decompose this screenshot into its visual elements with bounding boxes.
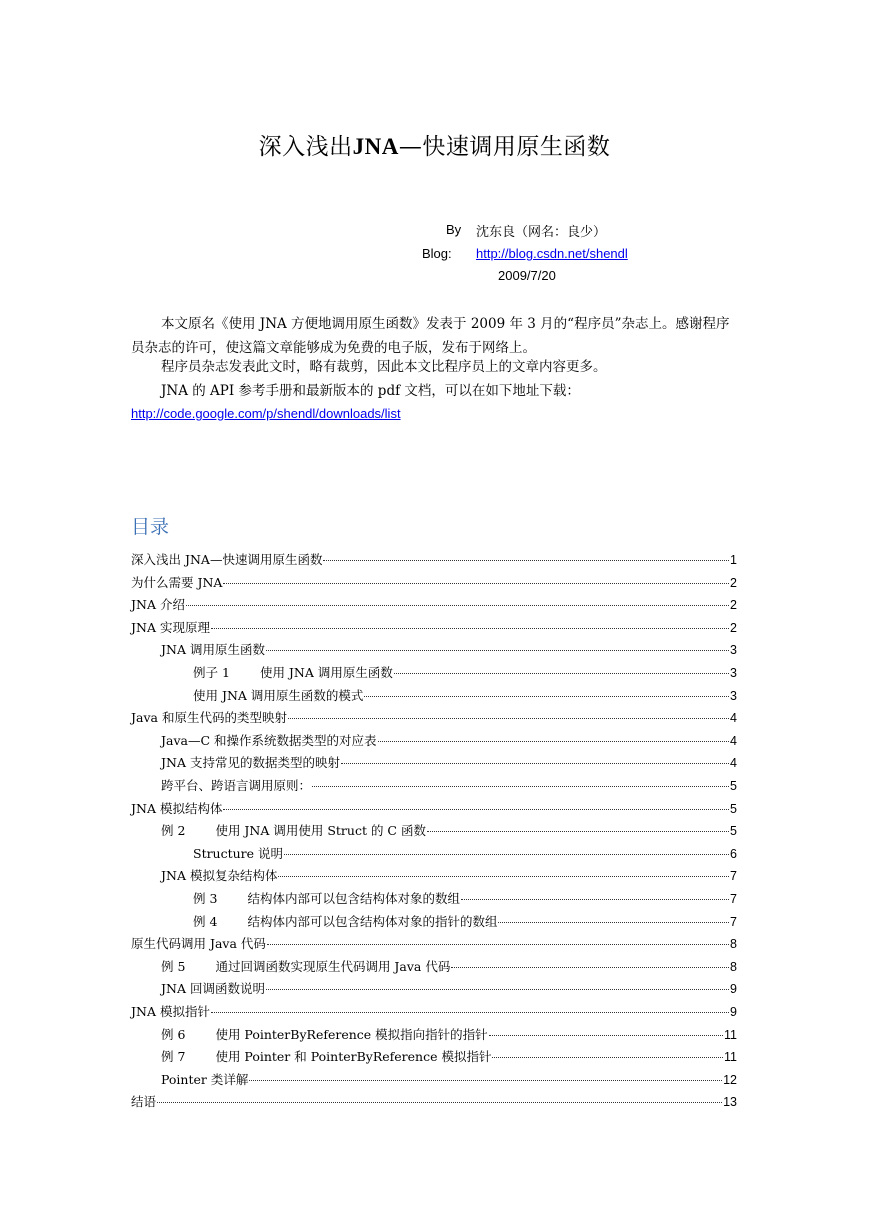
- toc-page-number: 12: [723, 1072, 737, 1087]
- toc-entry[interactable]: [161, 1047, 737, 1067]
- toc-page-number: 1: [730, 553, 737, 567]
- toc-entry-label: Java—C 和操作系统数据类型的对应表: [161, 732, 377, 748]
- by-label: By: [446, 222, 462, 237]
- toc-entry-label: 例 2: [161, 823, 186, 839]
- toc-page-number: 3: [730, 643, 737, 658]
- blog-link[interactable]: http://blog.csdn.net/shendl: [476, 246, 628, 261]
- toc-entry[interactable]: [161, 731, 737, 751]
- blog-label: Blog:: [422, 246, 452, 261]
- toc-entry[interactable]: [131, 799, 737, 819]
- toc-dot-leader: [266, 650, 729, 651]
- toc-entry-subtitle: 使用 Pointer 和 PointerByReference 模拟指针: [215, 1049, 492, 1065]
- download-link[interactable]: http://code.google.com/p/shendl/downloads/list: [131, 406, 401, 421]
- toc-dot-leader: [249, 1080, 722, 1081]
- toc-entry[interactable]: [193, 663, 737, 683]
- toc-entry[interactable]: [161, 640, 737, 660]
- toc-entry-label: 深入浅出 JNA—快速调用原生函数: [131, 552, 323, 567]
- toc-entry-label: 例 4: [193, 913, 218, 929]
- toc-entry-subtitle: 通过回调函数实现原生代码调用 Java 代码: [215, 958, 451, 974]
- toc-entry-label: Java 和原生代码的类型映射: [131, 710, 287, 726]
- toc-page-number: 11: [724, 1027, 737, 1042]
- toc-dot-leader: [489, 1035, 723, 1036]
- toc-entry[interactable]: [161, 1070, 737, 1090]
- toc-page-number: 5: [730, 801, 737, 816]
- toc-page-number: 3: [730, 688, 737, 703]
- toc-entry[interactable]: [161, 821, 737, 841]
- toc-entry[interactable]: [131, 573, 737, 593]
- toc-page-number: 5: [730, 779, 737, 793]
- toc-dot-leader: [492, 1057, 723, 1058]
- toc-entry-label: 例 7: [161, 1049, 186, 1065]
- title-latin: JNA: [352, 134, 399, 159]
- toc-page-number: 7: [730, 892, 737, 906]
- toc-entry-subtitle: 结构体内部可以包含结构体对象的指针的数组: [247, 913, 498, 929]
- download-link-row: [131, 402, 741, 426]
- toc-dot-leader: [267, 944, 729, 945]
- toc-entry[interactable]: [193, 686, 737, 706]
- toc-dot-leader: [157, 1102, 722, 1103]
- toc-entry[interactable]: [131, 1092, 737, 1112]
- toc-page-number: 7: [730, 914, 737, 929]
- toc-page-number: 5: [730, 824, 737, 839]
- toc-entry-subtitle: 结构体内部可以包含结构体对象的数组: [247, 891, 460, 906]
- toc-page-number: 4: [730, 733, 737, 748]
- toc-entry-label: 例 3: [193, 891, 218, 906]
- toc-entry-label: 使用 JNA 调用原生函数的模式: [193, 687, 364, 703]
- toc-page-number: 2: [730, 598, 737, 613]
- toc-entry-label: 例子 1: [193, 665, 230, 680]
- toc-entry[interactable]: [131, 1002, 737, 1022]
- toc-entry[interactable]: [193, 889, 737, 909]
- intro-p1-text: 本文原名《使用 JNA 方便地调用原生函数》发表于 2009 年 3 月的“程序员”杂志上。感谢程序员杂志的许可，使这篇文章能够成为免费的电子版，发布于网络上。: [131, 316, 730, 356]
- toc-entry-label: 跨平台、跨语言调用原则：: [161, 778, 312, 793]
- toc-dot-leader: [278, 876, 729, 877]
- toc-page-number: 2: [730, 620, 737, 635]
- toc-page-number: 6: [730, 846, 737, 861]
- toc-entry-label: JNA 调用原生函数: [161, 642, 265, 658]
- toc-page-number: 11: [724, 1050, 737, 1065]
- toc-heading: 目录: [131, 516, 170, 538]
- toc-dot-leader: [364, 696, 729, 697]
- toc-dot-leader: [284, 854, 729, 855]
- toc-page-number: 9: [730, 1005, 737, 1019]
- toc-entry-label: Structure 说明: [193, 845, 284, 861]
- toc-entry[interactable]: [131, 934, 737, 954]
- toc-entry-label: Pointer 类详解: [161, 1071, 249, 1087]
- intro-paragraph-2: [131, 355, 741, 379]
- toc-entry-label: 例 6: [161, 1026, 186, 1042]
- toc-page-number: 2: [730, 575, 737, 590]
- toc-page-number: 4: [730, 711, 737, 726]
- toc-entry-label: JNA 实现原理: [131, 619, 210, 635]
- toc-entry-label: 原生代码调用 Java 代码: [131, 936, 266, 952]
- toc-dot-leader: [341, 763, 729, 764]
- toc-entry-label: JNA 回调函数说明: [161, 981, 265, 997]
- toc-entry[interactable]: [131, 618, 737, 638]
- toc-entry-subtitle: 使用 JNA 调用使用 Struct 的 C 函数: [215, 823, 426, 839]
- toc-dot-leader: [461, 899, 729, 900]
- toc-page-number: 3: [730, 666, 737, 680]
- toc-entry[interactable]: [161, 776, 737, 796]
- intro-p3-text: JNA 的 API 参考手册和最新版本的 pdf 文档，可以在如下地址下载：: [161, 383, 580, 399]
- intro-paragraph-3: [131, 379, 741, 403]
- toc-dot-leader: [323, 560, 729, 561]
- title-suffix: —快速调用原生函数: [398, 134, 611, 160]
- toc-entry[interactable]: [161, 866, 737, 886]
- toc-entry-label: JNA 介绍: [131, 597, 185, 613]
- toc-page-number: 7: [730, 869, 737, 884]
- toc-entry-subtitle: 使用 JNA 调用原生函数: [259, 665, 393, 680]
- toc-page-number: 9: [730, 982, 737, 997]
- toc-dot-leader: [498, 922, 729, 923]
- toc-entry[interactable]: [161, 753, 737, 773]
- toc-entry-label: JNA 模拟指针: [131, 1004, 210, 1019]
- toc-dot-leader: [186, 605, 729, 606]
- toc-entry-label: 为什么需要 JNA: [131, 574, 223, 590]
- toc-entry-label: 结语: [131, 1094, 157, 1110]
- toc-entry-label: 例 5: [161, 958, 186, 974]
- toc-dot-leader: [394, 673, 729, 674]
- toc-page-number: 13: [723, 1095, 737, 1110]
- toc-entry-label: JNA 模拟结构体: [131, 800, 223, 816]
- intro-p2-text: 程序员杂志发表此文时，略有裁剪，因此本文比程序员上的文章内容更多。: [161, 359, 607, 375]
- toc-dot-leader: [266, 989, 729, 990]
- intro-paragraph-1: [131, 312, 741, 360]
- toc-page-number: 8: [730, 937, 737, 952]
- toc-page-number: 4: [730, 756, 737, 771]
- toc-entry-label: JNA 模拟复杂结构体: [161, 868, 278, 884]
- toc-dot-leader: [451, 967, 729, 968]
- toc-dot-leader: [427, 831, 729, 832]
- toc-entry-subtitle: 使用 PointerByReference 模拟指向指针的指针: [215, 1026, 488, 1042]
- toc-dot-leader: [223, 583, 729, 584]
- toc-entry[interactable]: [193, 912, 737, 932]
- toc-entry[interactable]: [161, 979, 737, 999]
- toc-entry-label: JNA 支持常见的数据类型的映射: [161, 755, 340, 771]
- toc-dot-leader: [288, 718, 729, 719]
- toc-entry[interactable]: [131, 595, 737, 615]
- author-name: 沈东良（网名：良少）: [476, 225, 607, 240]
- toc-entry[interactable]: [161, 957, 737, 977]
- toc-dot-leader: [378, 741, 730, 742]
- toc-dot-leader: [223, 809, 729, 810]
- toc-entry[interactable]: [161, 1025, 737, 1045]
- title-prefix: 深入浅出: [258, 134, 353, 160]
- toc-page-number: 8: [730, 959, 737, 974]
- toc-entry[interactable]: [193, 844, 737, 864]
- toc-dot-leader: [211, 628, 729, 629]
- toc-entry[interactable]: [131, 708, 737, 728]
- toc-dot-leader: [211, 1012, 729, 1013]
- publish-date: 2009/7/20: [498, 268, 556, 283]
- toc-dot-leader: [312, 786, 729, 787]
- toc-entry[interactable]: [131, 550, 737, 570]
- document-title: [0, 128, 869, 161]
